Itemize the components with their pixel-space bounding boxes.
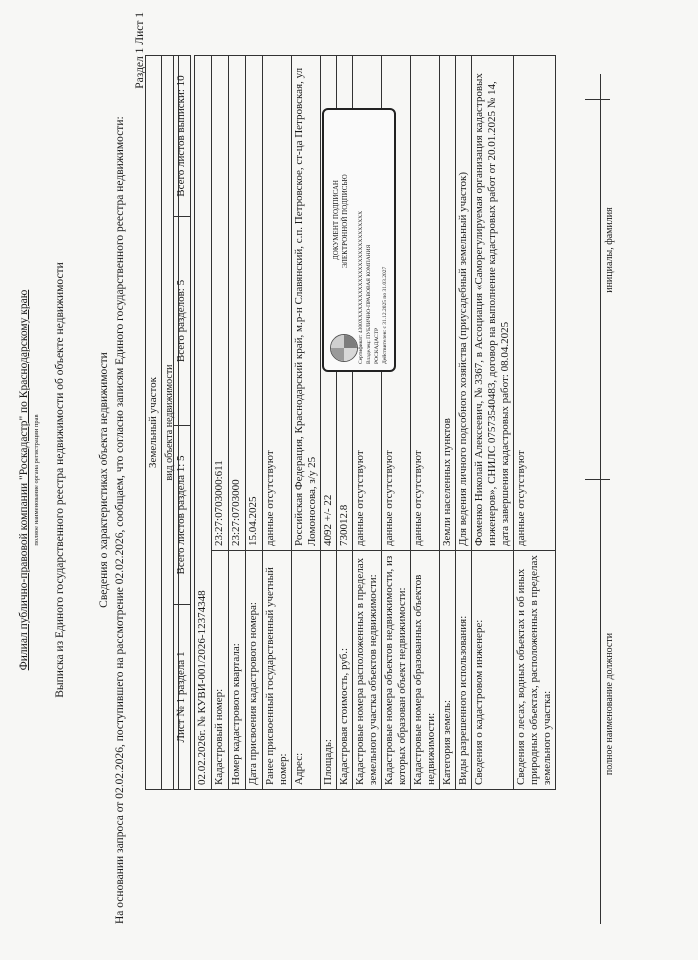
characteristic-value: 4092 +/- 22 (321, 56, 337, 551)
characteristic-row (411, 56, 440, 790)
characteristic-value: Для ведения личного подсобного хозяйства (приусадебный земельный участок) (456, 56, 472, 551)
characteristic-label: Сведения о лесах, водных объектах и об иных природных объектах, расположенных в пределах земельного участка: (514, 551, 556, 790)
request-basis-text: На основании запроса от 02.02.2026, поступившего на рассмотрение 02.02.2026, сообщаем, что согласно записям Единого государственного реестра недвижимости: (114, 116, 126, 924)
characteristic-label: Виды разрешенного использования: (456, 551, 472, 790)
characteristic-value: Российская Федерация, Краснодарский край, м.р-н Славянский, с.п. Петровское, ст-ца Петровская, ул Ломоносова, з/у 25 (292, 56, 321, 551)
object-kind: Земельный участок (146, 56, 162, 790)
org-name-caption: полное наименование органа регистрации прав (33, 414, 40, 546)
assign-date: 15.04.2025 (246, 56, 263, 551)
characteristic-row (456, 56, 472, 790)
stamp-certificate: Сертификат: 4300ХХХХХХХХХХХХХХХХХХХХХХХХХХХХ (358, 210, 364, 364)
section-label: Раздел 1 Лист 1 (134, 12, 146, 89)
sheets-in-section: Всего листов раздела 1: 5 (174, 426, 191, 605)
org-name: Филиал публично-правовой компании "Роскадастр" по Краснодарскому краю (18, 289, 30, 671)
stamp-validity: Действителен: с 31.12.2025 по 31.03.2027 (382, 266, 388, 364)
characteristic-label: Категория земель: (440, 551, 456, 790)
characteristic-row (440, 56, 456, 790)
characteristic-value: данные отсутствуют (353, 56, 382, 551)
position-caption: полное наименование должности (604, 632, 615, 776)
characteristic-row (263, 56, 292, 790)
signature-divider (585, 479, 610, 480)
characteristic-value: данные отсутствуют (411, 56, 440, 551)
sheet-number: Лист № 1 раздела 1 (174, 605, 191, 790)
stamp-title-1: ДОКУМЕНТ ПОДПИСАН (332, 180, 340, 260)
e-signature-stamp (322, 108, 396, 372)
characteristic-label: Кадастровые номера объектов недвижимости, из которых образован объект недвижимости: (382, 551, 411, 790)
stamp-owner-2: РОСКАДАСТР (374, 327, 380, 364)
document-title: Выписка из Единого государственного реестра недвижимости об объекте недвижимости (54, 262, 66, 698)
object-kind-caption: вид объекта недвижимости (162, 56, 179, 790)
characteristic-value: данные отсутствуют (514, 56, 556, 551)
characteristics-table (262, 55, 556, 790)
characteristic-label: Адрес: (292, 551, 321, 790)
characteristic-row (514, 56, 556, 790)
name-caption: инициалы, фамилия (604, 207, 615, 293)
cadastral-block-label: Номер кадастрового квартала: (229, 551, 246, 790)
roskadastr-emblem-icon (330, 334, 358, 362)
sections-total: Всего разделов: 5 (174, 217, 191, 426)
cadastral-number: 23:27:0703000:611 (212, 56, 229, 551)
document-subtitle: Сведения о характеристиках объекта недвижимости (98, 352, 110, 608)
characteristic-label: Кадастровая стоимость, руб.: (337, 551, 353, 790)
extract-date-number: 02.02.2026г. № КУВИ-001/2026-12374348 (195, 56, 212, 790)
cadastral-block: 23:27:0703000 (229, 56, 246, 551)
characteristic-label: Ранее присвоенный государственный учетный номер: (263, 551, 292, 790)
characteristic-value: данные отсутствуют (382, 56, 411, 551)
characteristic-label: Площадь: (321, 551, 337, 790)
assign-date-label: Дата присвоения кадастрового номера: (246, 551, 263, 790)
cadastral-number-label: Кадастровый номер: (212, 551, 229, 790)
characteristic-value: 730012.8 (337, 56, 353, 551)
sheets-total: Всего листов выписки: 10 (174, 56, 191, 217)
characteristic-value: Фоменко Николай Алексеевич, № 3367, в Ассоциация «Саморегулируемая организация кадастровых инженеров», СНИЛС 07573540483, договор на выполнение кадастровых работ от 20.01.2025 № 14, дата завершения кадастровых работ: 08.04.2025 (472, 56, 514, 551)
characteristic-value: данные отсутствуют (263, 56, 292, 551)
characteristic-label: Кадастровые номера образованных объектов недвижимости: (411, 551, 440, 790)
sheet-info-table (173, 55, 191, 790)
signature-line (600, 74, 601, 924)
characteristic-label: Кадастровые номера расположенных в пределах земельного участка объектов недвижимости: (353, 551, 382, 790)
characteristic-row (292, 56, 321, 790)
stamp-title-2: ЭЛЕКТРОННОЙ ПОДПИСЬЮ (341, 174, 349, 268)
characteristic-label: Сведения о кадастровом инженере: (472, 551, 514, 790)
characteristic-row (472, 56, 514, 790)
stamp-owner-1: Владелец: ПУБЛИЧНО-ПРАВОВАЯ КОМПАНИЯ (366, 244, 372, 364)
identification-table (194, 55, 263, 790)
characteristic-value: Земли населенных пунктов (440, 56, 456, 551)
